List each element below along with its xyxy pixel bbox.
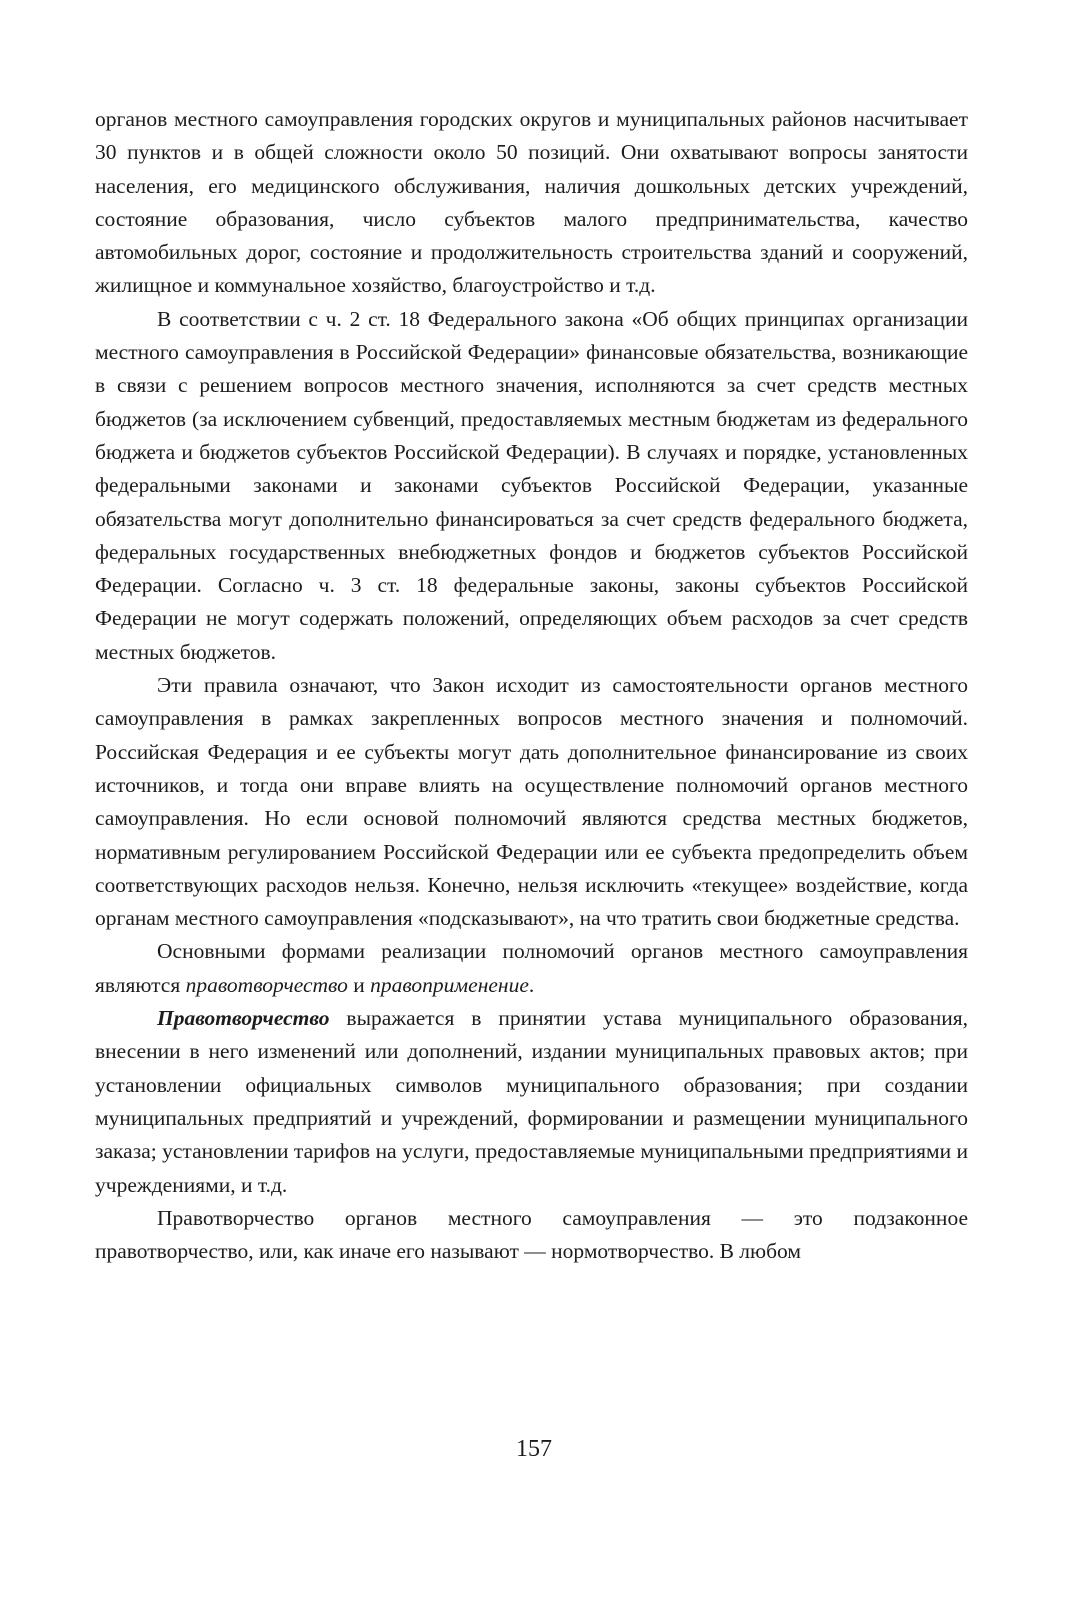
paragraph-4-start: Основными формами реализации полномочий органов местного самоуправления являются xyxy=(95,939,968,997)
paragraph-4-end: . xyxy=(528,972,535,997)
paragraph-5 xyxy=(95,1002,968,1202)
page-body xyxy=(95,103,968,1268)
paragraph-1: органов местного самоуправления городских округов и муниципальных районов насчитывает 30 пунктов и в общей сложности около 50 позиций. Они охватывают вопросы занятости населения, его медицинского обслуживания, наличия дошкольных детских учреждений, состояние образования, число субъектов малого предпринимательства, качество автомобильных дорог, состояние и продолжительность строительства зданий и сооружений, жилищное и коммунальное хозяйство, благоустройство и т.д. xyxy=(95,107,968,298)
term-law-enforcement: правоприменение xyxy=(370,972,529,997)
paragraph-4-connector: и xyxy=(347,972,371,997)
term-lawmaking-bold: Правотворчество xyxy=(157,1006,330,1031)
term-lawmaking: правотворчество xyxy=(185,972,348,997)
paragraph-2: В соответствии с ч. 2 ст. 18 Федерального закона «Об общих принципах организации местного самоуправления в Российской Федерации» финансовые обязательства, возникающие в связи с решением вопросов местного значения, исполняются за счет средств местных бюджетов (за исключением субвенций, предоставляемых местным бюджетам из федерального бюджета и бюджетов субъектов Российской Федерации). В случаях и порядке, установленных федеральными законами и законами субъектов Российской Федерации, указанные обязательства могут дополнительно финансироваться за счет средств федерального бюджета, федеральных государственных внебюджетных фондов и бюджетов субъектов Российской Федерации. Согласно ч. 3 ст. 18 федеральные законы, законы субъектов Российской Федерации не могут содержать положений, определяющих объем расходов за счет средств местных бюджетов. xyxy=(95,306,968,664)
paragraph-4 xyxy=(95,935,968,1002)
paragraph-3: Эти правила означают, что Закон исходит из самостоятельности органов местного самоуправления в рамках закрепленных вопросов местного значения и полномочий. Российская Федерация и ее субъекты могут дать дополнительное финансирование из своих источников, и тогда они вправе влиять на осуществление полномочий органов местного самоуправления. Но если основой полномочий являются средства местных бюджетов, нормативным регулированием Российской Федерации или ее субъекта предопределить объем соответствующих расходов нельзя. Конечно, нельзя исключить «текущее» воздействие, когда органам местного самоуправления «подсказывают», на что тратить свои бюджетные средства. xyxy=(95,673,968,931)
page-number: 157 xyxy=(516,1436,552,1462)
paragraph-6: Правотворчество органов местного самоуправления — это подзаконное правотворчество, или, как иначе его называют — нормотворчество. В любом xyxy=(95,1205,968,1264)
paragraph-5-text: выражается в принятии устава муниципального образования, внесении в него изменений или дополнений, издании муниципальных правовых актов; при установлении официальных символов муниципального образования; при создании муниципальных предприятий и учреждений, формировании и размещении муниципального заказа; установлении тарифов на услуги, предоставляемые муниципальными предприятиями и учреждениями, и т.д. xyxy=(95,1006,968,1197)
